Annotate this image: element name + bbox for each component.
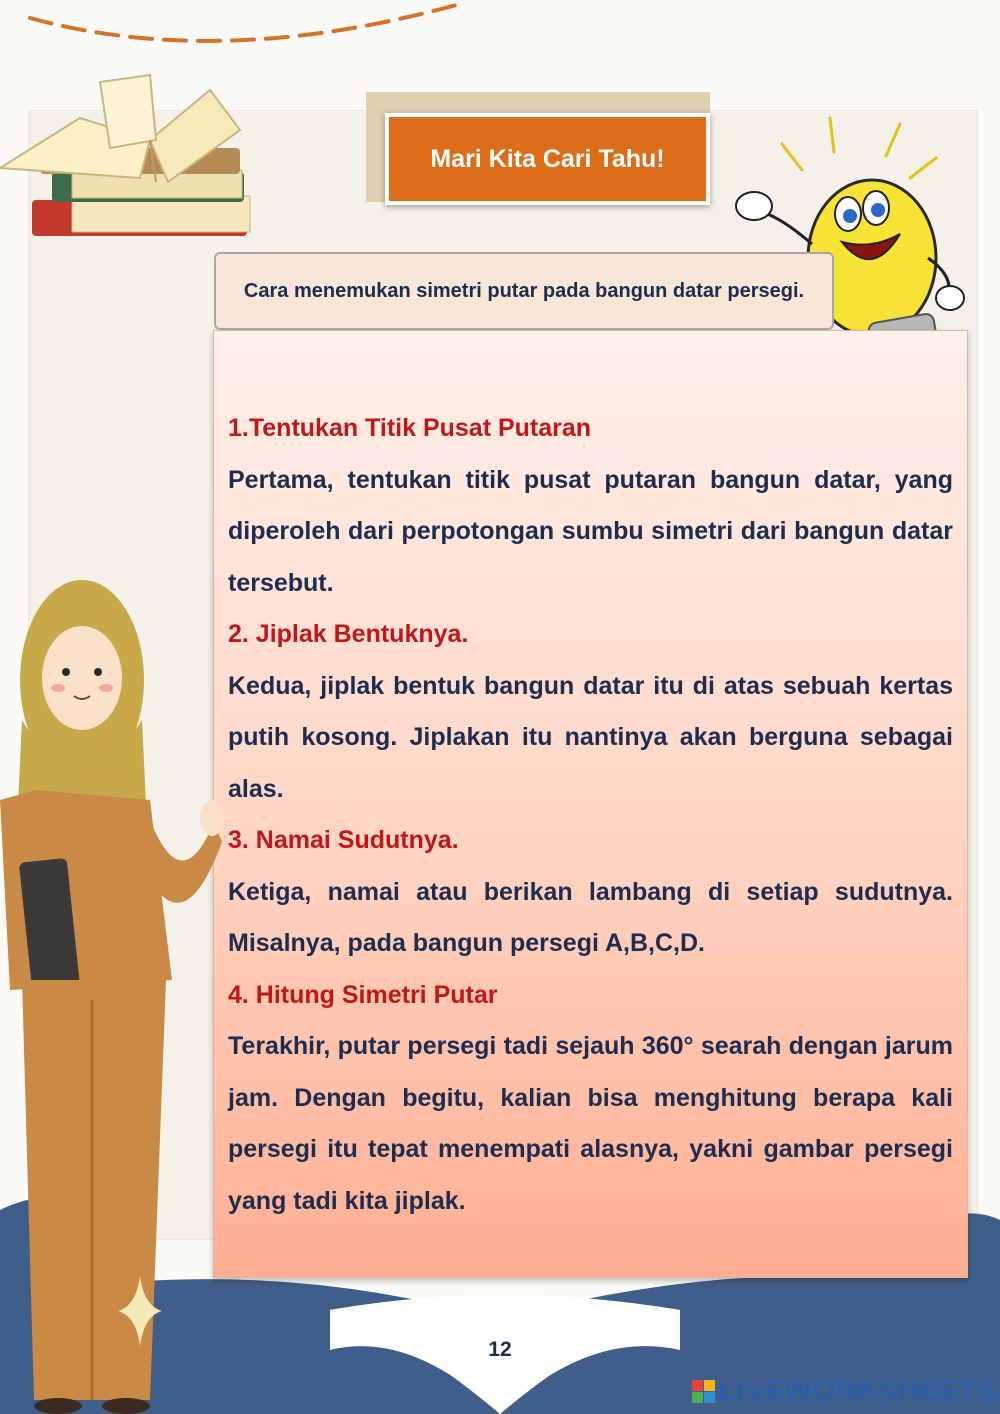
- step-text-3: Ketiga, namai atau berikan lambang di setiap sudutnya. Misalnya, pada bangun persegi A,B,C,D.: [228, 877, 953, 957]
- content-panel: [213, 330, 968, 1278]
- brand-logo-square-l: [692, 1380, 703, 1391]
- liveworksheets-brand[interactable]: [692, 1374, 997, 1408]
- step-heading-2: 2. Jiplak Bentuknya.: [228, 620, 469, 648]
- step-heading-1: 1.Tentukan Titik Pusat Putaran: [228, 414, 592, 442]
- step-text-1: Pertama, tentukan titik pusat putaran bangun datar, yang diperoleh dari perpotongan sumbu simetri dari bangun datar tersebut.: [228, 465, 953, 597]
- subtitle-text: Cara menemukan simetri putar pada bangun datar persegi.: [243, 280, 805, 302]
- dashed-arc-decoration: [0, 0, 470, 60]
- brand-logo-square-v: [692, 1392, 703, 1403]
- sparkle-icon: [118, 1276, 162, 1346]
- subtitle-box: [214, 252, 834, 330]
- step-text-4: Terakhir, putar persegi tadi sejauh 360° searah dengan jarum jam. Dengan begitu, kalian bisa menghitung berapa kali persegi itu tepat menempati alasnya, yakni gambar persegi yang tadi kita jiplak.: [228, 1032, 953, 1215]
- step-heading-3: 3. Namai Sudutnya.: [228, 826, 459, 854]
- step-text-2: Kedua, jiplak bentuk bangun datar itu di atas sebuah kertas putih kosong. Jiplakan itu nantinya akan berguna sebagai alas.: [228, 671, 953, 803]
- brand-logo-square-e: [704, 1392, 715, 1403]
- title-banner: [385, 113, 710, 205]
- page-title: Mari Kita Cari Tahu!: [430, 144, 665, 173]
- brand-text: LIVEWORKSHEETS: [718, 1374, 998, 1407]
- brand-logo-square-i: [704, 1380, 715, 1391]
- books-illustration: [0, 70, 260, 260]
- step-heading-4: 4. Hitung Simetri Putar: [228, 980, 498, 1009]
- brand-logo-icon: [692, 1380, 715, 1403]
- page-number: 12: [488, 1338, 512, 1361]
